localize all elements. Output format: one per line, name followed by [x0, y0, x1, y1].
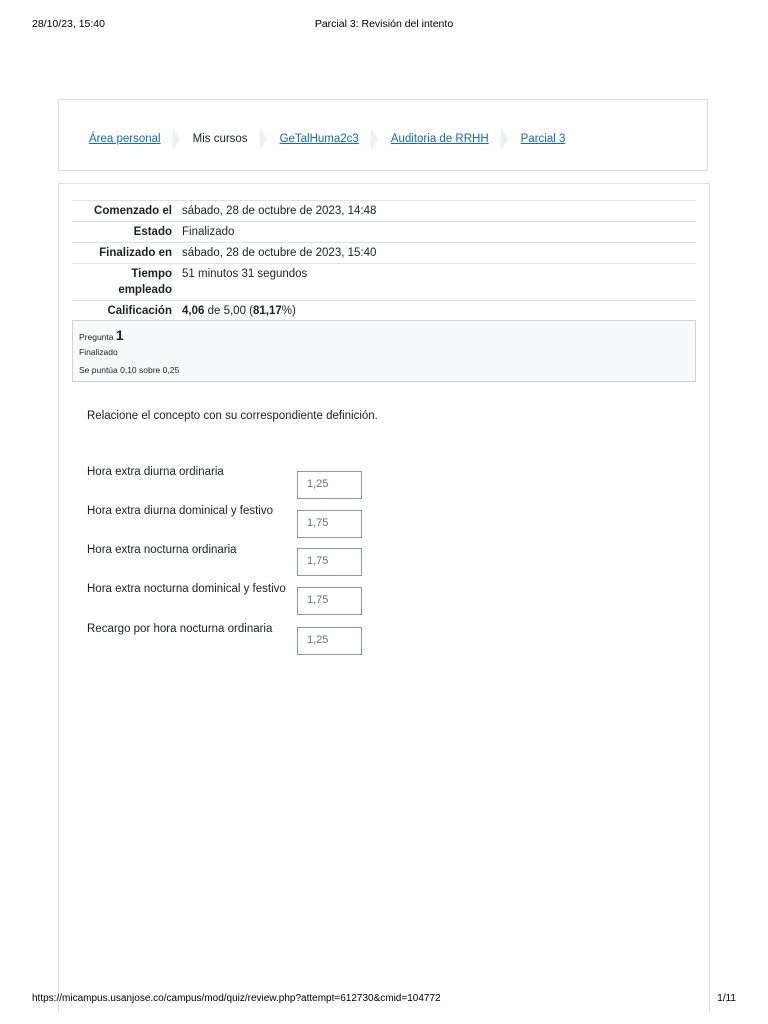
match-select[interactable]: 1,25 — [297, 471, 362, 499]
grade-score: 4,06 — [182, 305, 205, 317]
match-select[interactable]: 1,75 — [297, 548, 362, 576]
grade-percent: 81,17 — [253, 305, 282, 317]
breadcrumb-course[interactable]: GeTalHuma2c3 — [279, 133, 359, 145]
print-url: https://micampus.usanjose.co/campus/mod/quiz/review.php?attempt=612730&cmid=104772 — [32, 993, 441, 1004]
grade-value — [177, 301, 696, 322]
question-text: Relacione el concepto con su correspondiente definición. — [87, 410, 378, 422]
question-state: Finalizado — [79, 347, 118, 357]
summary-row-grade — [72, 301, 696, 322]
finished-label: Finalizado en — [72, 243, 177, 264]
breadcrumb-container — [58, 99, 708, 171]
grade-mid: de 5,00 ( — [207, 305, 253, 317]
time-label-line1: Tiempo — [131, 268, 172, 280]
summary-row-state — [72, 222, 696, 243]
quiz-review-panel — [58, 183, 710, 1013]
match-label: Hora extra nocturna ordinaria — [87, 544, 237, 556]
match-label: Recargo por hora nocturna ordinaria — [87, 623, 273, 635]
summary-row-started — [72, 201, 696, 222]
question-number — [79, 327, 124, 343]
match-row — [87, 623, 447, 651]
finished-value: sábado, 28 de octubre de 2023, 15:40 — [177, 243, 696, 264]
started-label: Comenzado el — [72, 201, 177, 222]
grade-label: Calificación — [72, 301, 177, 322]
match-select[interactable]: 1,75 — [297, 510, 362, 538]
summary-row-time — [72, 264, 696, 301]
breadcrumb — [89, 128, 565, 150]
breadcrumb-section[interactable]: Auditoria de RRHH — [390, 133, 489, 145]
breadcrumb-area-personal[interactable]: Área personal — [89, 133, 161, 145]
match-label: Hora extra diurna dominical y festivo — [87, 505, 273, 517]
match-select[interactable]: 1,75 — [297, 587, 362, 615]
question-grade: Se puntúa 0,10 sobre 0,25 — [79, 365, 180, 375]
time-label-line2: empleado — [118, 284, 172, 296]
state-value: Finalizado — [177, 222, 696, 243]
breadcrumb-separator — [173, 128, 180, 150]
match-row — [87, 583, 447, 611]
match-label: Hora extra nocturna dominical y festivo — [87, 583, 286, 595]
print-title: Parcial 3: Revisión del intento — [314, 18, 454, 30]
attempt-summary-table — [72, 200, 696, 322]
grade-end: %) — [281, 305, 296, 317]
match-label: Hora extra diurna ordinaria — [87, 466, 224, 478]
match-row — [87, 544, 447, 572]
print-header — [0, 18, 768, 32]
print-page-number: 1/11 — [717, 993, 736, 1004]
print-footer — [0, 993, 768, 1007]
question-label: Pregunta — [79, 332, 114, 342]
time-value: 51 minutos 31 segundos — [177, 264, 696, 301]
breadcrumb-mis-cursos: Mis cursos — [192, 133, 248, 145]
started-value: sábado, 28 de octubre de 2023, 14:48 — [177, 201, 696, 222]
breadcrumb-separator — [501, 128, 508, 150]
question-number-value: 1 — [115, 327, 124, 343]
breadcrumb-quiz[interactable]: Parcial 3 — [520, 133, 566, 145]
breadcrumb-separator — [260, 128, 267, 150]
time-label — [72, 264, 177, 301]
breadcrumb-separator — [371, 128, 378, 150]
summary-row-finished — [72, 243, 696, 264]
match-row — [87, 466, 447, 494]
match-row — [87, 505, 447, 533]
print-date: 28/10/23, 15:40 — [32, 18, 105, 30]
state-label: Estado — [72, 222, 177, 243]
match-select[interactable]: 1,25 — [297, 627, 362, 655]
question-info-box — [72, 320, 696, 382]
